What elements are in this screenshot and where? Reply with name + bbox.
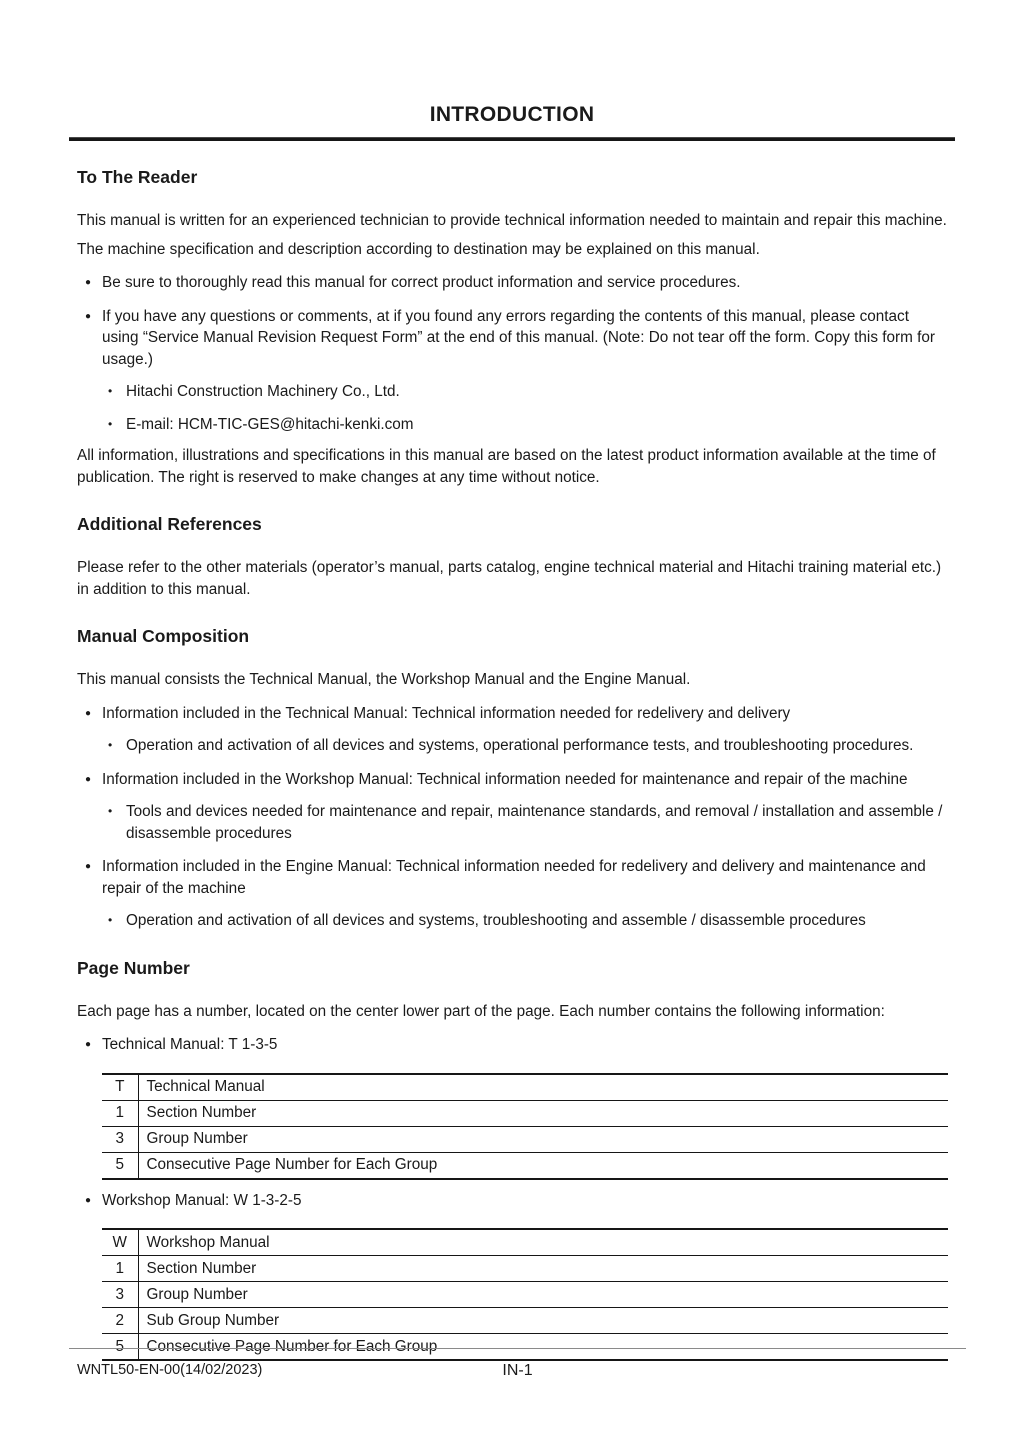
bullet-item	[76, 272, 948, 294]
section-heading-manual-composition: Manual Composition	[77, 626, 250, 646]
table-desc-cell: Group Number	[138, 1126, 948, 1152]
sub-bullet-item	[102, 381, 948, 403]
bullet-item	[76, 703, 948, 725]
sub-bullet-icon: •	[108, 416, 113, 431]
bullet-icon: ●	[85, 773, 92, 785]
table-desc-cell: Workshop Manual	[146, 1233, 270, 1251]
table-desc-cell: Sub Group Number	[138, 1308, 948, 1334]
paragraph: This manual consists the Technical Manual, the Workshop Manual and the Engine Manual.	[77, 671, 691, 688]
sub-bullet-item	[102, 735, 948, 757]
paragraph: Each page has a number, located on the center lower part of the page. Each number contains the following information:	[77, 1002, 885, 1020]
table-row	[102, 1074, 948, 1101]
workshop-manual-page-number-table	[102, 1228, 948, 1361]
table-desc-cell: Section Number	[138, 1100, 948, 1126]
sub-bullet-item	[102, 414, 948, 436]
footer-page-number: IN-1	[502, 1362, 533, 1379]
section-heading-page-number: Page Number	[77, 957, 190, 978]
page-footer	[69, 1348, 966, 1380]
bullet-icon: ●	[85, 277, 92, 288]
table-key-cell: 5	[102, 1334, 138, 1361]
bullet-icon: ●	[85, 861, 92, 872]
bullet-icon: ●	[85, 1194, 92, 1206]
table-desc-cell: Group Number	[138, 1282, 948, 1308]
sub-bullet-item	[102, 801, 948, 844]
bullet-item	[76, 769, 948, 791]
paragraph: Please refer to the other materials (operator’s manual, parts catalog, engine technical material and Hitachi training material etc.) in addition to this manual.	[77, 559, 942, 598]
table-row	[102, 1308, 948, 1334]
bullet-text: Information included in the Engine Manual: Technical information needed for redelivery and delivery and maintenance and repair of the machine	[102, 858, 926, 897]
paragraph: This manual is written for an experienced technician to provide technical information needed to maintain and repair this machine.	[77, 212, 947, 229]
bullet-text: Information included in the Technical Manual: Technical information needed for redelivery and delivery	[102, 704, 791, 722]
bullet-item	[76, 1034, 948, 1056]
bullet-icon: ●	[85, 310, 92, 322]
table-key-cell: W	[102, 1229, 138, 1256]
sub-bullet-text: Hitachi Construction Machinery Co., Ltd.	[126, 383, 400, 400]
table-key-cell: 1	[102, 1100, 138, 1126]
table-desc-cell: Consecutive Page Number for Each Group	[138, 1152, 948, 1179]
sub-bullet-text: E-mail: HCM-TIC-GES@hitachi-kenki.com	[126, 415, 414, 433]
bullet-text: If you have any questions or comments, at if you found any errors regarding the contents of this manual, please contact using “Service Manual Revision Request Form” at the end of this manual. (Note: Do not tear off the form. Copy this form for usage.)	[102, 307, 935, 368]
sub-bullet-item	[102, 910, 948, 932]
bullet-text: Information included in the Workshop Manual: Technical information needed for maintenance and repair of the machine	[102, 770, 908, 788]
table-row	[102, 1152, 948, 1179]
sub-bullet-text: Operation and activation of all devices and systems, troubleshooting and assemble / disassemble procedures	[126, 912, 866, 929]
sub-bullet-text: Tools and devices needed for maintenance and repair, maintenance standards, and removal / installation and assemble / disassemble procedures	[126, 803, 943, 842]
footer-doc-code: WNTL50-EN-00(14/02/2023)	[77, 1362, 263, 1378]
sub-bullet-text: Operation and activation of all devices and systems, operational performance tests, and troubleshooting procedures.	[126, 737, 914, 754]
title-double-rule	[69, 137, 955, 141]
table-key-cell: 3	[102, 1126, 138, 1152]
table-key-cell: 1	[102, 1256, 138, 1282]
table-row	[102, 1126, 948, 1152]
technical-manual-page-number-table	[102, 1073, 948, 1180]
section-heading-to-the-reader: To The Reader	[77, 167, 198, 187]
table-key-cell: 5	[102, 1152, 138, 1179]
bullet-text: Technical Manual: T 1-3-5	[102, 1036, 278, 1053]
table-key-cell: T	[102, 1074, 138, 1101]
table-desc-cell: Section Number	[138, 1256, 948, 1282]
table-key-cell: 2	[102, 1308, 138, 1334]
bullet-item	[76, 856, 948, 899]
bullet-icon: ●	[85, 1039, 92, 1050]
bullet-item	[76, 1190, 948, 1212]
sub-bullet-icon: •	[108, 804, 113, 818]
page-title: INTRODUCTION	[429, 103, 595, 126]
paragraph: The machine specification and description according to destination may be explained on this manual.	[77, 240, 760, 258]
bullet-item	[76, 306, 948, 371]
bullet-text: Workshop Manual: W 1-3-2-5	[102, 1191, 302, 1209]
table-row	[102, 1282, 948, 1308]
table-row	[102, 1256, 948, 1282]
table-row	[102, 1229, 948, 1256]
table-row	[102, 1100, 948, 1126]
paragraph: All information, illustrations and specifications in this manual are based on the latest product information available at the time of publication. The right is reserved to make changes at any time without notice.	[77, 447, 936, 486]
sub-bullet-icon: •	[108, 738, 113, 752]
sub-bullet-icon: •	[108, 913, 113, 927]
table-desc-cell: Technical Manual	[146, 1078, 265, 1095]
sub-bullet-icon: •	[108, 384, 113, 398]
table-key-cell: 3	[102, 1282, 138, 1308]
bullet-text: Be sure to thoroughly read this manual for correct product information and service procedures.	[102, 274, 741, 291]
bullet-icon: ●	[85, 707, 92, 719]
section-heading-additional-references: Additional References	[77, 514, 262, 534]
table-desc-cell: Consecutive Page Number for Each Group	[138, 1334, 948, 1361]
